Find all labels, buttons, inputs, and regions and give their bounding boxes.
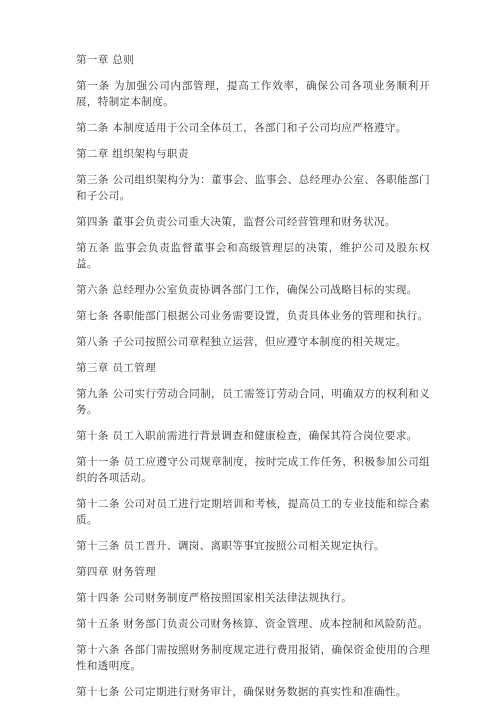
- chapter-4-heading: 第四章 财务管理: [76, 566, 157, 578]
- article-1: 第一条 为加强公司内部管理，提高工作效率，确保公司各项业务顺利开展，特制定本制度。: [76, 80, 430, 108]
- article-5: 第五条 监事会负责监督董事会和高级管理层的决策，维护公司及股东权益。: [76, 242, 430, 270]
- article-3: 第三条 公司组织架构分为：董事会、监事会、总经理办公室、各职能部门和子公司。: [76, 174, 430, 202]
- chapter-3-heading: 第三章 员工管理: [76, 362, 157, 374]
- article-7: 第七条 各职能部门根据公司业务需要设置，负责具体业务的管理和执行。: [76, 310, 429, 322]
- article-9: 第九条 公司实行劳动合同制，员工需签订劳动合同，明确双方的权利和义务。: [76, 388, 430, 416]
- article-10: 第十条 员工入职前需进行背景调查和健康检查，确保其符合岗位要求。: [76, 430, 418, 442]
- chapter-1-heading: 第一章 总则: [76, 54, 135, 66]
- article-16: 第十六条 各部门需按照财务制度规定进行费用报销，确保资金使用的合理性和透明度。: [76, 644, 430, 672]
- article-14: 第十四条 公司财务制度严格按照国家相关法律法规执行。: [76, 592, 353, 604]
- article-12: 第十二条 公司对员工进行定期培训和考核，提高员工的专业技能和综合素质。: [76, 498, 430, 526]
- article-17: 第十七条 公司定期进行财务审计，确保财务数据的真实性和准确性。: [76, 686, 407, 698]
- article-2: 第二条 本制度适用于公司全体员工，各部门和子公司均应严格遵守。: [76, 122, 407, 134]
- article-15: 第十五条 财务部门负责公司财务核算、资金管理、成本控制和风险防范。: [76, 618, 429, 630]
- article-6: 第六条 总经理办公室负责协调各部门工作，确保公司战略目标的实现。: [76, 284, 418, 296]
- article-8: 第八条 子公司按照公司章程独立运营，但应遵守本制度的相关规定。: [76, 336, 407, 348]
- document-body: [76, 52, 430, 710]
- article-11: 第十一条 员工应遵守公司规章制度，按时完成工作任务，积极参加公司组织的各项活动。: [76, 456, 430, 484]
- chapter-2-heading: 第二章 组织架构与职责: [76, 148, 189, 160]
- article-13: 第十三条 员工晋升、调岗、离职等事宜按照公司相关规定执行。: [76, 540, 385, 552]
- article-4: 第四条 董事会负责公司重大决策，监督公司经营管理和财务状况。: [76, 216, 396, 228]
